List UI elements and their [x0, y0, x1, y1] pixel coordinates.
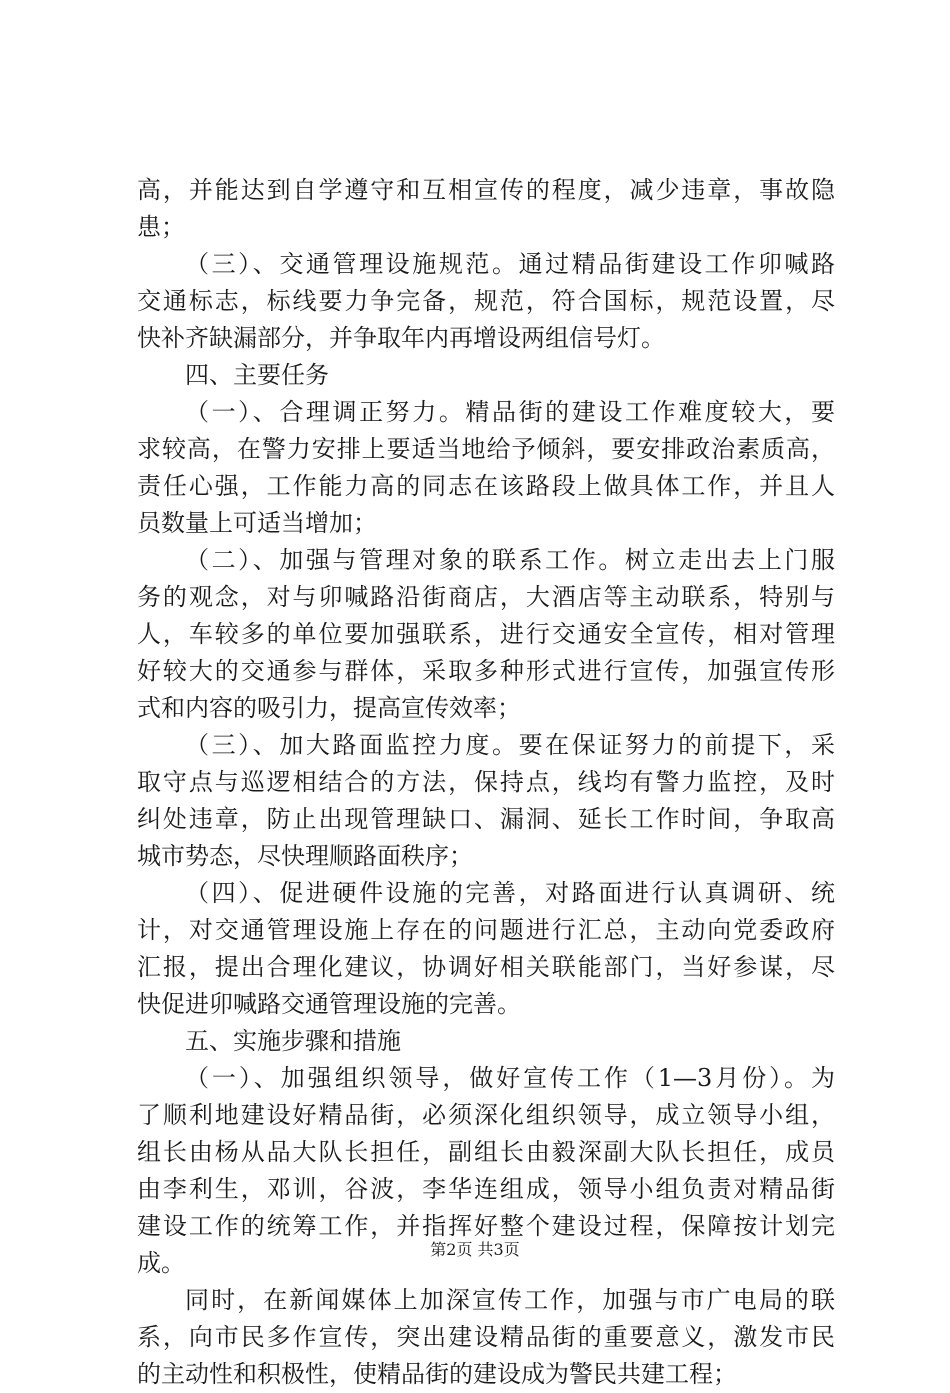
text-line: 交通标志，标线要力争完备，规范，符合国标，规范设置，尽 — [137, 287, 835, 315]
text-line: 求较高，在警力安排上要适当地给予倾斜，要安排政治素质高， — [137, 435, 835, 463]
text-line: 快促进卯喊路交通管理设施的完善。 — [137, 990, 521, 1018]
page-footer: 第2页 共3页 — [430, 1240, 520, 1259]
text-line: 责任心强，工作能力高的同志在该路段上做具体工作，并且人 — [137, 472, 835, 500]
text-line: 四、主要任务 — [185, 361, 329, 389]
document-body — [137, 172, 835, 1393]
text-line: 汇报，提出合理化建议，协调好相关联能部门，当好参谋，尽 — [137, 953, 835, 981]
text-line: 建设工作的统筹工作，并指挥好整个建设过程，保障按计划完 — [137, 1212, 835, 1240]
text-line: 成。 — [137, 1249, 185, 1277]
text-line: 好较大的交通参与群体，采取多种形式进行宣传，加强宣传形 — [137, 657, 835, 685]
text-line: 组长由杨从品大队长担任，副组长由毅深副大队长担任，成员 — [137, 1138, 835, 1166]
text-line: 式和内容的吸引力，提高宣传效率； — [137, 694, 521, 722]
text-line: 计，对交通管理设施上存在的问题进行汇总，主动向党委政府 — [137, 916, 835, 944]
text-line: 患； — [137, 213, 185, 241]
text-line: （一）、加强组织领导，做好宣传工作（1—3月份）。为 — [185, 1064, 835, 1092]
text-line: （一）、合理调正努力。精品街的建设工作难度较大，要 — [185, 398, 835, 426]
text-line: 人，车较多的单位要加强联系，进行交通安全宣传，相对管理 — [137, 620, 835, 648]
text-line: 系，向市民多作宣传，突出建设精品街的重要意义，激发市民 — [137, 1323, 835, 1351]
text-line: （三）、加大路面监控力度。要在保证努力的前提下，采 — [185, 731, 835, 759]
text-line: 同时，在新闻媒体上加深宣传工作，加强与市广电局的联 — [185, 1286, 835, 1314]
text-line: 了顺利地建设好精品街，必须深化组织领导，成立领导小组， — [137, 1101, 835, 1129]
text-line: （三）、交通管理设施规范。通过精品街建设工作卯喊路 — [185, 250, 835, 278]
text-line: 由李利生，邓训，谷波，李华连组成，领导小组负责对精品街 — [137, 1175, 835, 1203]
text-line: 务的观念，对与卯喊路沿街商店，大酒店等主动联系，特别与 — [137, 583, 835, 611]
text-line: 纠处违章，防止出现管理缺口、漏洞、延长工作时间，争取高 — [137, 805, 835, 833]
text-line: 快补齐缺漏部分，并争取年内再增设两组信号灯。 — [137, 324, 665, 352]
text-line: （四）、促进硬件设施的完善，对路面进行认真调研、统 — [185, 879, 835, 907]
text-line: 城市势态，尽快理顺路面秩序； — [137, 842, 473, 870]
text-line: 的主动性和积极性，使精品街的建设成为警民共建工程； — [137, 1360, 737, 1388]
text-line: 五、实施步骤和措施 — [185, 1027, 401, 1055]
text-line: 高，并能达到自学遵守和互相宣传的程度，减少违章，事故隐 — [137, 176, 835, 204]
text-line: 取守点与巡逻相结合的方法，保持点，线均有警力监控，及时 — [137, 768, 835, 796]
text-line: （二）、加强与管理对象的联系工作。树立走出去上门服 — [185, 546, 835, 574]
text-line: 员数量上可适当增加； — [137, 509, 377, 537]
